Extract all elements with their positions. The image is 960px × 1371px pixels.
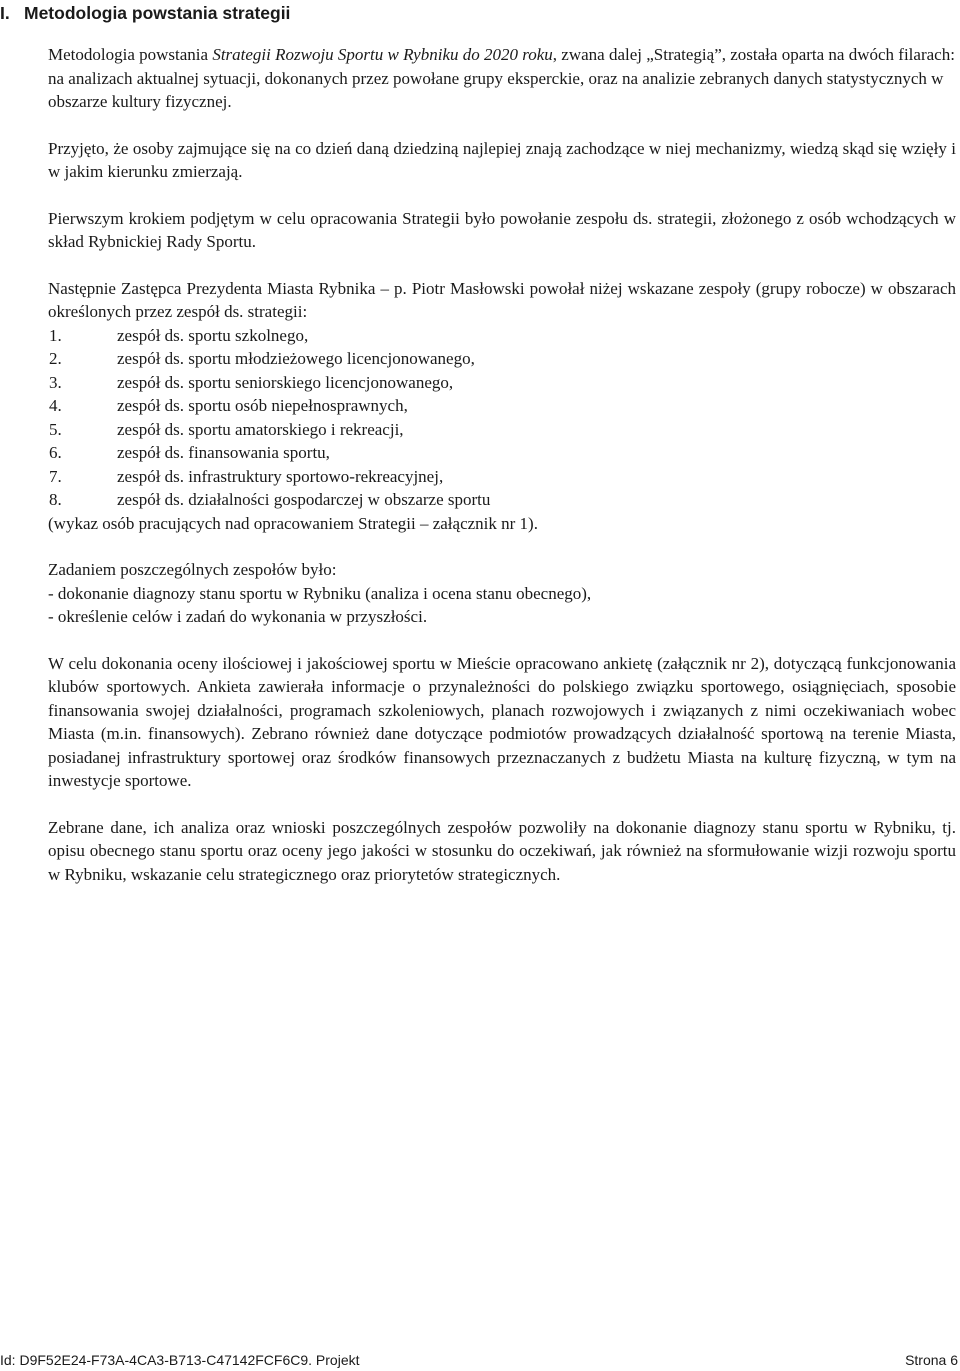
section-title: Metodologia powstania strategii [24, 3, 291, 23]
first-step-paragraph: Pierwszym krokiem podjętym w celu opracowania Strategii było powołanie zespołu ds. strategii, złożonego z osób wchodzących w skład Rybnickiej Rady Sportu. [48, 208, 956, 251]
list-item-text: zespół ds. sportu osób niepełnosprawnych, [117, 396, 408, 415]
intro-text-end: , zwana dalej „Strategią”, została oparta na dwóch filarach: na analizach aktualnej sytuacji, dokonanych przez powołane grupy eksperckie, oraz na analizie zebranych danych statystycznych w obszarze kultury fizycznej. [48, 45, 955, 111]
list-item [48, 488, 956, 512]
survey-paragraph: W celu dokonania oceny ilościowej i jakościowej sportu w Mieście opracowano ankietę (załącznik nr 2), dotyczącą funkcjonowania klubów sportowych. Ankieta zawierała informacje o przynależności do polskiego związku sportowego, osiągnięciach, sposobie finansowania swojej działalności, programach szkoleniowych, planach rozwojowych i związanych z nimi oczekiwaniach wobec Miasta (m.in. finansowych). Zebrano również dane dotyczące podmiotów prowadzących działalność sportową na terenie Miasta, posiadanej infrastruktury sportowej oraz środków finansowych przeznaczanych z budżetu Miasta na kulturę fizyczną, w tym na inwestycje sportowe. [48, 653, 956, 790]
tasks-block [48, 558, 956, 629]
list-item [48, 394, 956, 418]
task-item: - dokonanie diagnozy stanu sportu w Rybniku (analiza i ocena stanu obecnego), [48, 583, 592, 603]
teams-annex-note: (wykaz osób pracujących nad opracowaniem Strategii – załącznik nr 1). [48, 513, 538, 533]
list-item [48, 418, 956, 442]
list-item-number: 3. [49, 372, 62, 392]
assumption-paragraph: Przyjęto, że osoby zajmujące się na co dzień daną dziedziną najlepiej znają zachodzące w niej mechanizmy, wiedzą skąd się wzięły i w jakim kierunku zmierzają. [48, 138, 956, 181]
list-item-number: 5. [49, 419, 62, 439]
document-body [48, 43, 956, 909]
list-item [48, 347, 956, 371]
list-item-number: 8. [49, 490, 62, 509]
list-item-number: 6. [49, 443, 62, 462]
intro-paragraph [48, 43, 956, 114]
list-item-number: 1. [49, 325, 62, 345]
list-item-text: zespół ds. sportu amatorskiego i rekreacji, [117, 419, 404, 439]
list-item [48, 465, 956, 489]
list-item-text: zespół ds. finansowania sportu, [117, 443, 330, 462]
document-id: Id: D9F52E24-F73A-4CA3-B713-C47142FCF6C9. Projekt [0, 1352, 360, 1368]
list-item-text: zespół ds. sportu młodzieżowego licencjonowanego, [117, 349, 475, 368]
teams-intro-paragraph: Następnie Zastępca Prezydenta Miasta Rybnika – p. Piotr Masłowski powołał niżej wskazane zespoły (grupy robocze) w obszarach określonych przez zespół ds. strategii: [48, 278, 956, 321]
intro-text-start: Metodologia powstania [48, 45, 213, 64]
strategy-title: Strategii Rozwoju Sportu w Rybniku do 2020 roku [212, 45, 553, 64]
list-item-number: 4. [49, 396, 62, 415]
list-item-text: zespół ds. sportu szkolnego, [117, 325, 309, 345]
list-item-text: zespół ds. sportu seniorskiego licencjonowanego, [117, 372, 454, 392]
teams-list [48, 324, 956, 512]
section-number: I. [0, 3, 10, 23]
task-item: - określenie celów i zadań do wykonania w przyszłości. [48, 607, 428, 626]
list-item-text: zespół ds. działalności gospodarczej w obszarze sportu [117, 490, 491, 509]
list-item-text: zespół ds. infrastruktury sportowo-rekreacyjnej, [117, 466, 444, 486]
page-footer [0, 1350, 960, 1370]
list-item [48, 371, 956, 395]
page-number: Strona 6 [905, 1352, 958, 1368]
conclusion-paragraph: Zebrane dane, ich analiza oraz wnioski poszczególnych zespołów pozwoliły na dokonanie diagnozy stanu sportu w Rybniku, tj. opisu obecnego stanu sportu oraz oceny jego jakości w stosunku do oczekiwań, jak również na sformułowanie wizji rozwoju sportu w Rybniku, wskazanie celu strategicznego oraz priorytetów strategicznych. [48, 817, 956, 884]
list-item-number: 2. [49, 349, 62, 368]
section-heading [0, 2, 290, 24]
tasks-title: Zadaniem poszczególnych zespołów było: [48, 560, 337, 579]
list-item-number: 7. [49, 466, 62, 486]
list-item [48, 441, 956, 465]
list-item [48, 324, 956, 348]
